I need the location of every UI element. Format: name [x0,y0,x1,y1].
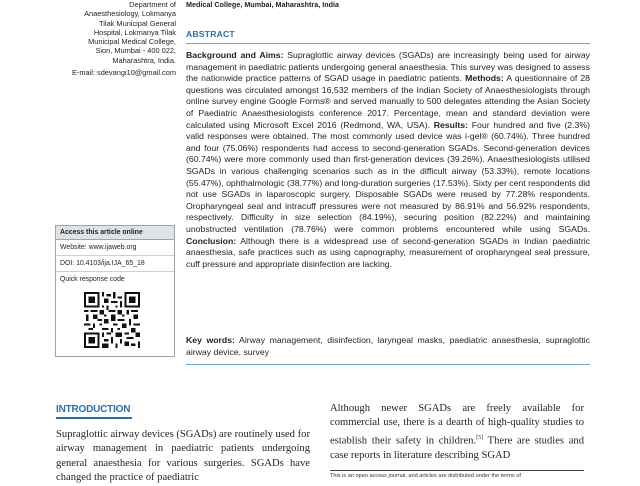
website-link[interactable]: Website: www.ijaweb.org [56,240,174,256]
introduction-heading: INTRODUCTION [56,404,131,415]
reference-citation[interactable]: [5] [476,434,484,441]
column2-text [330,402,584,463]
background-text: Supraglottic airway devices (SGADs) are increasingly being used for airway management in paediatric patients undergoing general anaesthesia. This survey was designed to assess the nationwide practice patterns of SGAD usage in paediatric patients. [186,50,590,84]
introduction-text: Supraglottic airway devices (SGADs) are routinely used for airway management in paediatric patients undergoing general anaesthesia for various surgeries. SGADs have changed the practice of paediatric [56,429,310,484]
conclusion-text: Although there is a widespread use of second-generation SGADs in Indian paediatric anaesthesia, safe practices such as using capnography, measurement of oropharyngeal seal pressure, cuff pressure and appropriate disinfection are lacking. [186,235,590,269]
affiliation-line: Hospital, Lokmanya Tilak [93,27,176,37]
column2-text-after-ref: There are studies and case reports in literature describing SGAD [330,435,584,461]
keywords [186,335,590,358]
top-affiliation: Medical College, Mumbai, Maharashtra, India [186,0,339,9]
author-email[interactable]: E-mail: sdevangi10@gmail.com [71,68,176,77]
affiliation-line: Municipal Medical College, [88,37,176,47]
access-article-box [55,225,175,357]
results-text: Four hundred and five (2.3%) valid responses were obtained. The most commonly used device was i-gel® (60.74%). Three hundred and four (75.06%) respondents had access to second-generation SGADs. Second-generation devices (60.74%) were more commonly used than first-generation devices (39.26%). Anaesthesiologists utilised SGADs in various challenging scenarios such as in the difficult airway (53.33%), remote locations (55.47%), ophthalmologic (38.77%) and long-duration surgeries (17.53%). Sixty per cent respondents did not use SGADs in laparoscopic surgery. Disposable SGADs were reused by 77.28% respondents. Oropharyngeal seal and intracuff pressures were not measured by 86.91% and 56.92% respondents, respectively. Difficulty in size selection (84.19%), securing position (82.22%) and maintaining unobstructed ventilation (78.76%) were common problems encountered while using SGADs. [186,119,590,234]
footnote-rule [330,470,584,471]
affiliation-line: Anaesthesiology, Lokmanya [84,9,176,19]
keywords-label: Key words: [186,335,235,345]
access-heading: Access this article online [56,226,174,240]
doi-link[interactable]: DOI: 10.4103/ija.IJA_65_18 [56,256,174,272]
methods-label: Methods: [465,73,504,84]
author-affiliation [58,0,176,65]
keywords-text: Airway management, disinfection, laryngeal masks, paediatric anaesthesia, supraglottic airway device, survey [186,335,591,357]
background-label: Background and Aims: [186,50,284,60]
abstract-divider [186,43,590,44]
abstract-body [186,50,590,270]
affiliation-line: Maharashtra, India. [112,55,176,65]
footnote-text: This is an open access journal, and articles are distributed under the terms of [330,473,521,479]
conclusion-label: Conclusion: [186,235,237,246]
methods-text: A questionnaire of 28 questions was circulated amongst 16,532 members of the Indian Society of Anaesthesiologists through online survey engine Google Forms® and served manually to 500 delegates attending the Asian Society of Paediatric Anaesthesiologists conference 2017. Percentage, mean and standard deviation were calculated using Microsoft Excel 2016 (Redmond, WA, USA). [186,73,590,130]
column2-text-before-ref: Although newer SGADs are freely available for commercial use, there is a dearth of high-quality studies to establish their safety in children. [330,403,584,447]
abstract-heading: ABSTRACT [186,29,235,39]
qr-code-icon[interactable] [84,292,140,348]
results-label: Results: [433,119,469,130]
affiliation-line: Department of [129,0,176,9]
qr-label: Quick response code [60,276,125,283]
affiliation-line: Sion, Mumbai - 400 022, [95,46,176,56]
keywords-divider [186,364,590,365]
introduction-underline [56,417,132,419]
affiliation-line: Tilak Municipal General [99,18,176,28]
